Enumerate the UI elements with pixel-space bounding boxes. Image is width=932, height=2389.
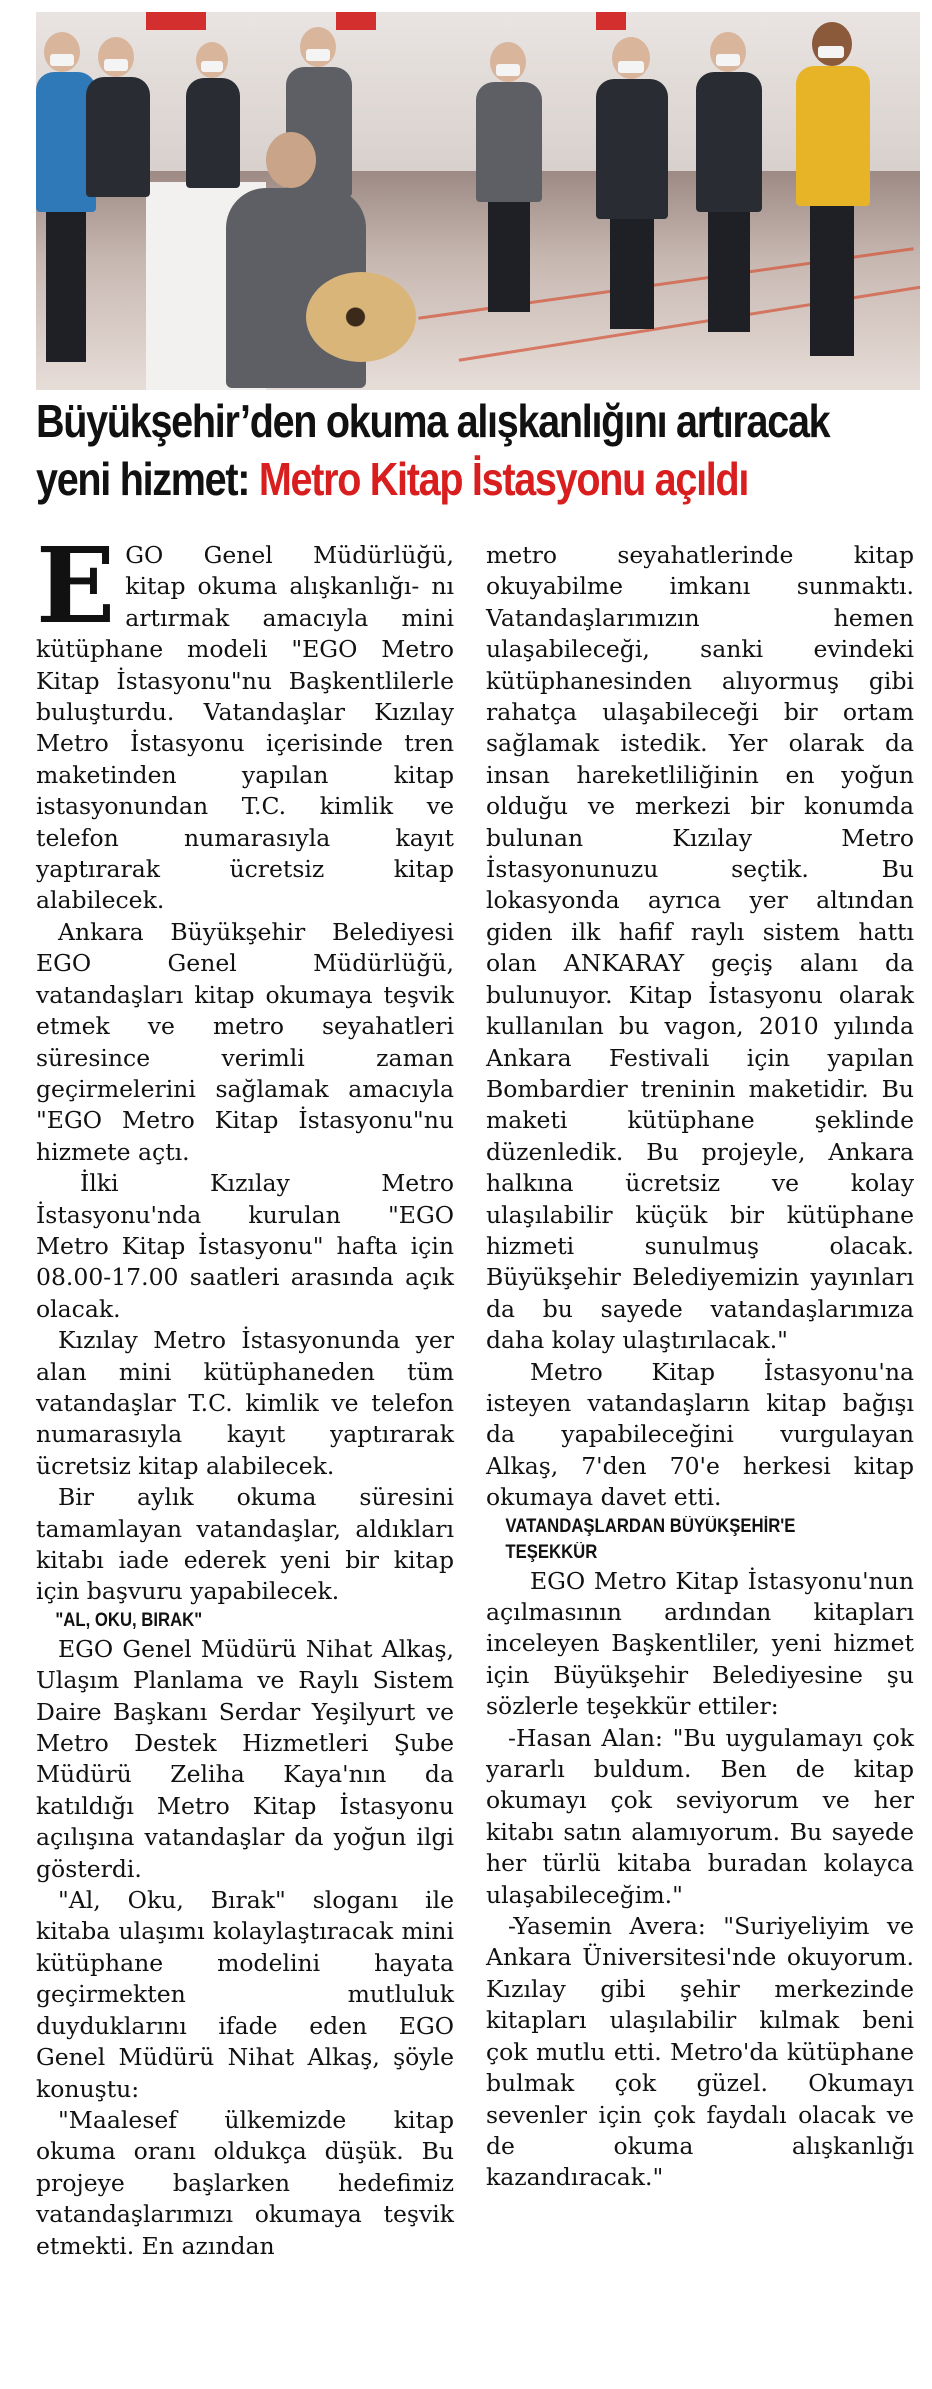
photo-guitar (306, 272, 416, 362)
photo-red-column (596, 12, 626, 30)
paragraph: "Maalesef ülkemizde kitap okuma oranı oldukça düşük. Bu projeye başlarken hedefimiz vatandaşlarımızı okumaya teşvik etmekti. En azından (36, 2105, 454, 2260)
paragraph: metro seyahatlerinde kitap okuyabilme imkanı sunmaktı. Vatandaşlarımızın hemen ulaşabileceği, sanki evindeki kütüphanesinden alıyormuş gibi rahatça ulaşabileceği bir ortam sağlamak istedik. Yer olarak da insan hareketliliğinin en yoğun olduğu ve merkezi bir konumda bulunan Kızılay Metro İstasyonunuzu seçtik. Bu lokasyonda ayrıca yer altından giden ilk hafif raylı sistem hattı olan ANKARAY geçiş alanı da bulunuyor. Kitap İstasyonu olarak kullanılan bu vagon, 2010 yılında Ankara Festivali için yapılan Bombardier treninin maketidir. Bu maketi kütüphane şeklinde düzenledik. Bu projeyle, Ankara halkına ücretsiz ve kolay ulaşılabilir küçük bir kütüphane hizmeti sunulmuş olacak. Büyükşehir Belediyemizin yayınları da bu sayede vatandaşlarımıza daha kolay ulaştırılacak." (486, 541, 914, 1355)
paragraph: Kızılay Metro İstasyonunda yer alan mini kütüphaneden tüm vatandaşlar T.C. kimlik ve telefon numarasıyla kayıt yaptırarak ücretsiz kitap alabilecek. (36, 1326, 454, 1480)
photo-red-column (336, 12, 376, 30)
paragraph: "Al, Oku, Bırak" sloganı ile kitaba ulaşımı kolaylaştıracak mini kütüphane modelini hayata geçirmekten mutluluk duyduklarını ifade eden EGO Genel Müdürü Nihat Alkaş, şöyle konuştu: (36, 1886, 454, 2103)
paragraph: -Hasan Alan: "Bu uygulamayı çok yararlı buldum. Ben de kitap okumayı çok seviyorum ve her kitabı satın alamıyorum. Bu sayede her türlü kitaba buradan kolayca ulaşabileceğim." (486, 1723, 914, 1909)
article-column-right (486, 540, 914, 2194)
article-photo (36, 12, 920, 390)
paragraph: İlki Kızılay Metro İstasyonu'nda kurulan "EGO Metro Kitap İstasyonu" hafta için 08.00-17.00 saatleri arasında açık olacak. (36, 1169, 454, 1323)
paragraph: Ankara Büyükşehir Belediyesi EGO Genel Müdürlüğü, vatandaşları kitap okumaya teşvik etmek ve metro seyahatleri süresince verimli zaman geçirmelerini sağlamak amacıyla "EGO Metro Kitap İstasyonu"nu hizmete açtı. (36, 917, 454, 1166)
article-headline (36, 392, 830, 508)
paragraph: Metro Kitap İstasyonu'na isteyen vatandaşların kitap bağışı da yapabileceğini vurgulayan Alkaş, 7'den 70'e herkesi kitap okumaya davet etti. (486, 1357, 914, 1512)
subheading: VATANDAŞLARDAN BÜYÜKŞEHİR'E (505, 1515, 796, 1537)
article-column-left (36, 524, 454, 2262)
headline-line-2 (36, 450, 796, 508)
paragraph-text: GO Genel Müdürlüğü, kitap okuma alışkanlığı- nı artırmak amacıyla mini kütüphane modeli "EGO Metro Kitap İstasyonu"nu Başkentlilerle buluşturdu. Vatandaşlar Kızılay Metro İstasyonu içerisinde tren maketinden yapılan kitap istasyonundan T.C. kimlik ve telefon numarasıyla kayıt yaptırarak ücretsiz kitap alabilecek. (36, 541, 454, 915)
headline-line-2-prefix: yeni hizmet: (36, 453, 259, 505)
headline-line-1: Büyükşehir’den okuma alışkanlığını artıracak (36, 395, 830, 447)
headline-highlight: Metro Kitap İstasyonu açıldı (258, 453, 749, 505)
drop-cap: E (36, 524, 116, 647)
photo-red-column (146, 12, 206, 30)
paragraph (36, 524, 454, 917)
subheading: TEŞEKKÜR (505, 1541, 598, 1563)
paragraph: Bir aylık okuma süresini tamamlayan vatandaşlar, aldıkları kitabı iade ederek yeni bir kitap için başvuru yapabilecek. (36, 1483, 454, 1606)
paragraph: EGO Metro Kitap İstasyonu'nun açılmasının ardından kitapları inceleyen Başkentliler, yeni hizmet için Büyükşehir Belediyesine şu sözlerle teşekkür ettiler: (486, 1566, 914, 1721)
paragraph: EGO Genel Müdürü Nihat Alkaş, Ulaşım Planlama ve Raylı Sistem Daire Başkanı Serdar Yeşilyurt ve Metro Destek Hizmetleri Şube Müdürü Zeliha Kaya'nın da katıldığı Metro Kitap İstasyonu açılışına vatandaşlar da yoğun ilgi gösterdi. (36, 1634, 454, 1883)
subheading: "AL, OKU, BIRAK" (55, 1609, 203, 1631)
paragraph: -Yasemin Avera: "Suriyeliyim ve Ankara Üniversitesi'nde okuyorum. Kızılay gibi şehir merkezinde kitapları ulaşılabilir kılmak beni çok mutlu etti. Metro'da kütüphane bulmak çok güzel. Okumayı sevenler için çok faydalı olacak ve de okuma alışkanlığı kazandıracak." (486, 1912, 914, 2192)
